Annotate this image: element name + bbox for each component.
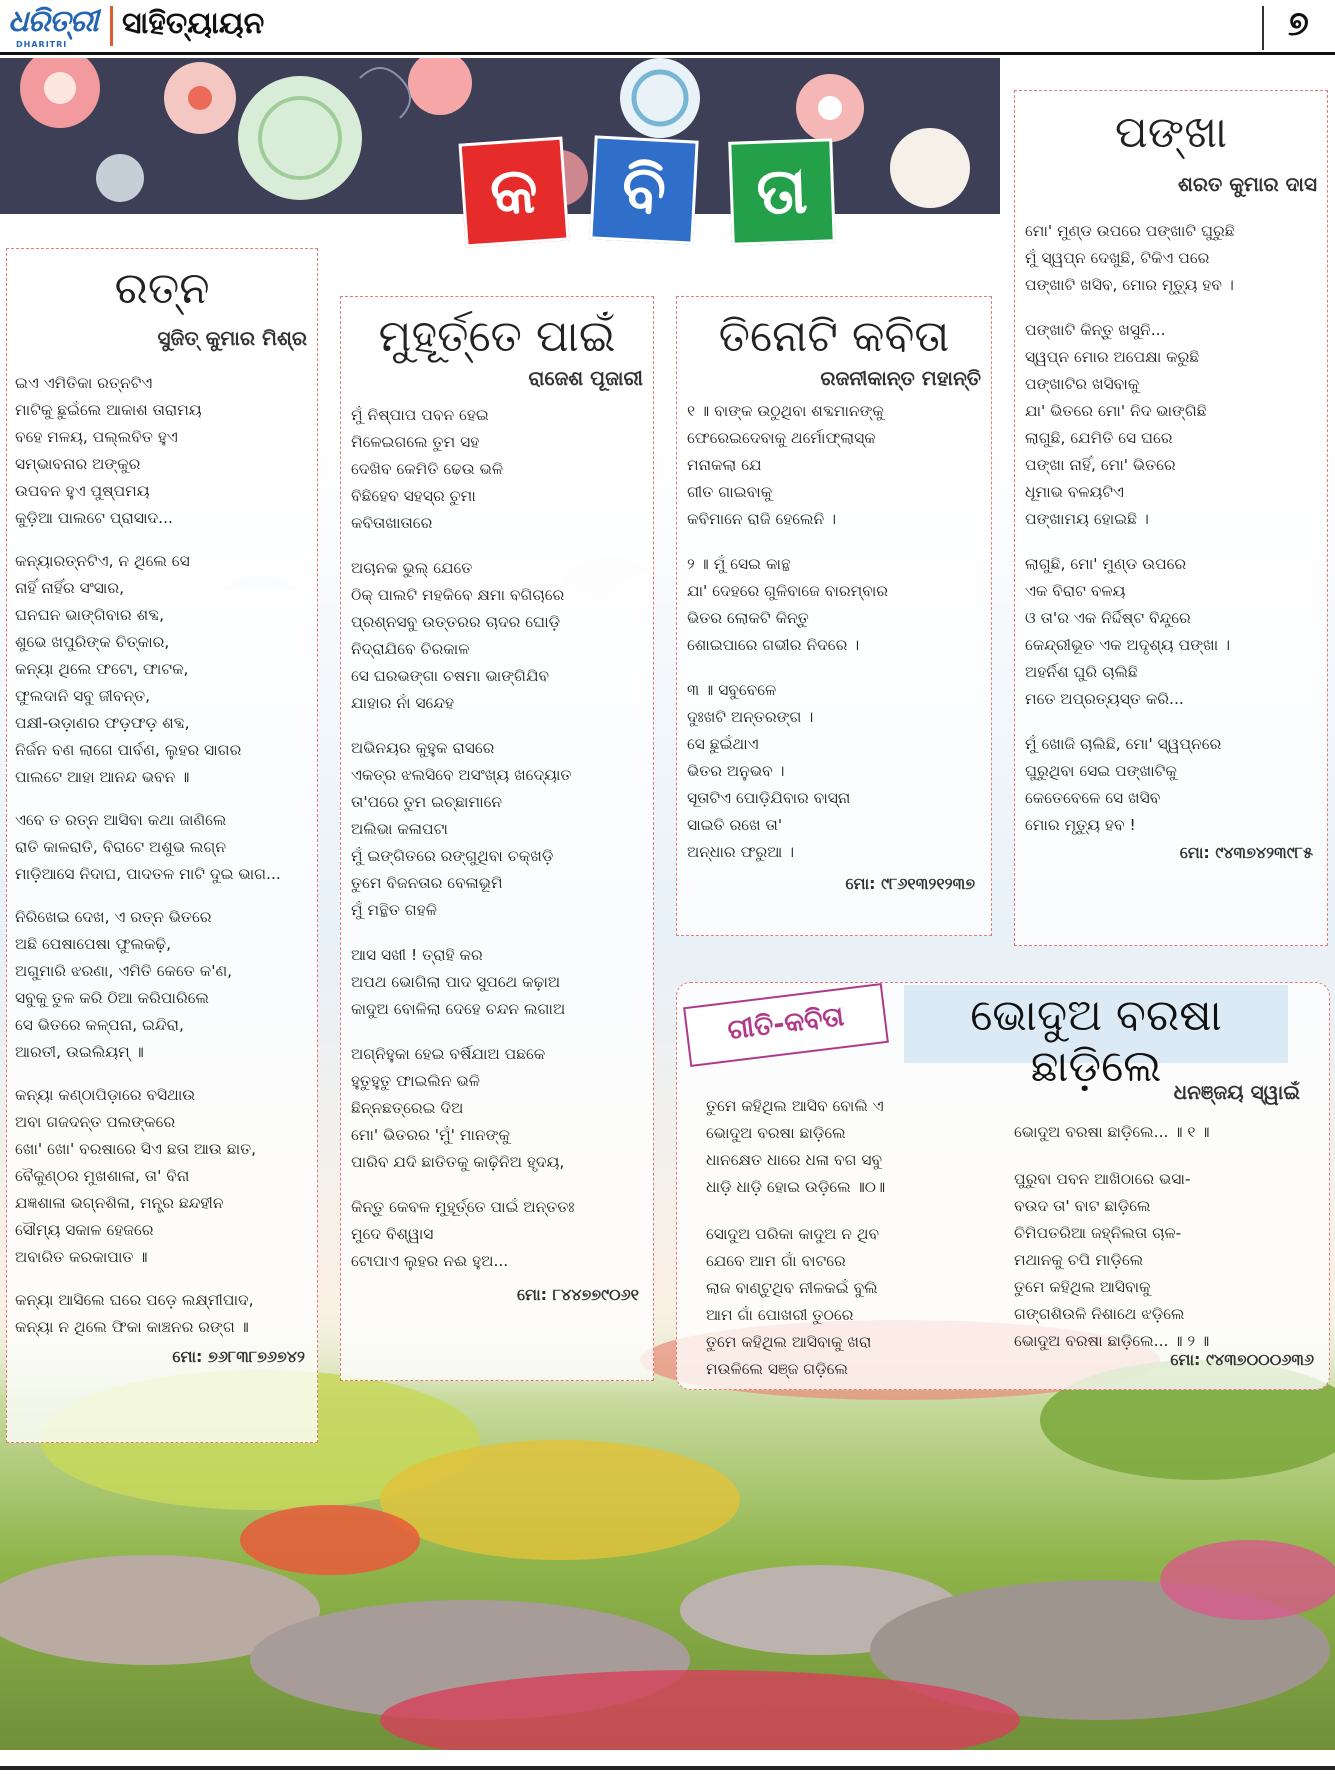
- geeti-left-column: [706, 1093, 1006, 1383]
- poem-author: ରଜନୀକାନ୍ତ ମହାନ୍ତି: [820, 366, 981, 390]
- footer-rule: [0, 1766, 1335, 1770]
- poem-title: ତିନୋଟି କବିତା: [718, 311, 950, 362]
- poem-stanza: କନ୍ୟା କଣ୍ଠାପିଡ଼ାରେ ବସିଥାଉ ଅବା ଗଜଦନ୍ତ ପଲଙ୍କରେ ଖୋ' ଖୋ' ବରଷାରେ ସିଏ ଛତା ଆଉ ଛାତ, ବୈକୁଣ୍ଠର ମୁଖଶାଳା, ତା' ବିନା ଯଜ୍ଞଶାଳା ଭଗ୍ନଶିଳା, ମନ୍ତ୍ର ଛନ୍ଦହୀନ ସୌମ୍ୟ ସକାଳ ହେଜରେ ଅବାରିତ କରକାପାତ ॥: [15, 1086, 257, 1266]
- poem-author: ସୁଜିତ୍ କୁମାର ମିଶ୍ର: [157, 326, 307, 350]
- poem-author: ଧନଞ୍ଜୟ ସ୍ୱାଇଁ: [1173, 1080, 1300, 1104]
- newspaper-logo: ଧରିତ୍ରୀ: [8, 4, 98, 39]
- poem-box-ratna: [6, 248, 318, 1443]
- poem-stanza: କିନ୍ତୁ କେବଳ ମୁହୂର୍ତ୍ତେ ପାଇଁ ଅନ୍ତତଃ ମୁଦେ ବିଶ୍ୱାସ ଟୋପାଏ ଲୁହର ନଈ ହୁଅ...: [351, 1198, 575, 1270]
- geeti-right-column: [1014, 1119, 1314, 1355]
- poem-stanza: ପଙ୍ଖାଟି କିନ୍ତୁ ଖସୁନି... ସ୍ୱପ୍ନ ମୋର ଅପେକ୍ଷା କରୁଛି ପଙ୍ଖାଟିର ଖସିବାକୁ ଯା' ଭିତରେ ମୋ' ନିଦ ଭାଙ୍ଗିଛି ଲାଗୁଛି, ଯେମିତି ସେ ଘରେ ପଙ୍ଖା ନାହିଁ, ମୋ' ଭିତରେ ଧୂମାଭ ବଳୟଟିଏ ପଙ୍ଖାମୟ ହୋଇଛି ।: [1025, 321, 1207, 528]
- poem-author: ରାଜେଶ ପୂଜାରୀ: [528, 366, 643, 390]
- poem-title: ରତ୍ନ: [114, 263, 210, 314]
- poem-stanza: ନିରିଖେଇ ଦେଖ, ଏ ରତ୍ନ ଭିତରେ ଅଛି ପେଷାପେଷା ଫୁଲକଢ଼ି, ଅଗୁମାରି ଝରଣା, ଏମିତି କେତେ କ'ଣ, ସବୁକୁ ତୁଳ କରି ଠିଆ କରିପାରିଲେ ସେ ଭିତରେ କଳ୍ପନା, ଇନ୍ଦିରା, ଆରତୀ, ଉଇଲିୟମ୍ ॥: [15, 908, 233, 1061]
- poem-box-muhurte: [340, 296, 654, 1381]
- title-block-ta: ତା: [728, 138, 836, 246]
- poem-stanza: ଇଏ ଏମିତିକା ରତ୍ନଟିଏ ମାଟିକୁ ଛୁଇଁଲେ ଆକାଶ ତାରାମୟ ବହେ ମଳୟ, ପଲ୍ଲବିତ ହୁଏ ସମ୍ଭାବନାର ଅଙ୍କୁର ଉପବନ ହୁଏ ପୁଷ୍ପମୟ କୁଡ଼ିଆ ପାଲଟେ ପ୍ରାସାଦ...: [15, 374, 202, 527]
- poem-stanza: ମୁଁ ନିଷ୍ପାପ ପବନ ହେଇ ମିଳେଇଗଲେ ତୁମ ସହ ଦେଖିବ କେମିତି ଢେଉ ଭଳି ବିଛିହେବ ସହସ୍ର ଚୁମା କବିତାଖାତାରେ: [351, 406, 504, 532]
- geeti-kabita-badge: ଗୀତି-କବିତା: [683, 983, 889, 1067]
- poem-stanza: ଅଗ୍ନିହୁକା ହେଇ ବର୍ଷିଯାଅ ପଛକେ ହୁତୁହୁତୁ ଫାଇଲିନ ଭଳି ଛିନ୍ନଛତ୍ରେଇ ଦିଅ ମୋ' ଭିତରର 'ମୁଁ' ମାନଙ୍କୁ ପାରିବ ଯଦି ଛାତିତକୁ କାଢ଼ିନିଅ ହୃଦୟ,: [351, 1045, 565, 1171]
- newspaper-logo-sub: DHARITRI: [16, 40, 68, 49]
- poem-stanza: ଭୋଦୁଅ ବରଷା ଛାଡ଼ିଲେ... ॥ ୧ ॥: [1014, 1123, 1210, 1141]
- author-phone: ମୋ: ୯୮୬୧୩୨୧୨୩୭: [845, 874, 975, 893]
- section-name: ସାହିତ୍ୟାୟନ: [122, 6, 265, 41]
- poem-title: ମୁହୂର୍ତ୍ତେ ପାଇଁ: [378, 311, 616, 362]
- poem-stanza: ତୁମେ କହିଥିଲ ଆସିବ ବୋଲି ଏ ଭୋଦୁଅ ବରଷା ଛାଡ଼ିଲେ ଧାନକ୍ଷେତ ଧାରେ ଧଳା ବଗ ସବୁ ଧାଡ଼ି ଧାଡ଼ି ହୋଇ ଉଡ଼ିଲେ ॥୦॥: [706, 1097, 886, 1196]
- author-phone: ମୋ: ୯୪୩୭୪୨୩୯୮୫: [1179, 843, 1313, 862]
- poem-stanza: ମୋ' ମୁଣ୍ଡ ଉପରେ ପଙ୍ଖାଟି ଘୁରୁଛି ମୁଁ ସ୍ୱପ୍ନ ଦେଖୁଛି, ଟିକିଏ ପରେ ପଙ୍ଖାଟି ଖସିବ, ମୋର ମୃତ୍ୟୁ ହବ ।: [1025, 222, 1235, 294]
- poem-stanza: ଲାଗୁଛି, ମୋ' ମୁଣ୍ଡ ଉପରେ ଏକ ବିରାଟ ବଳୟ ଓ ତା'ର ଏକ ନିର୍ଦ୍ଦିଷ୍ଟ ବିନ୍ଦୁରେ କେନ୍ଦ୍ରୀଭୂତ ଏକ ଅଦୃଶ୍ୟ ପଙ୍ଖା । ଅହର୍ନିଶ ଘୁରି ଚାଲିଛି ମତେ ଅପ୍ରତ୍ୟସ୍ତ କରି...: [1025, 555, 1231, 708]
- poem-author: ଶରତ କୁମାର ଦାସ: [1177, 172, 1317, 196]
- title-block-ka: କ: [458, 136, 569, 247]
- header-rule: [0, 52, 1335, 55]
- author-phone: ମୋ: ୯୪୩୭୦୦୦୬୩୬: [1170, 1350, 1314, 1369]
- poem-stanza: ୩ ॥ ସବୁବେଳେ ଦୁଃଖଟି ଅନ୍ତରଙ୍ଗ । ସେ ଛୁଇଁଥାଏ ଭିତର ଅନୁଭବ । ସୂତାଟିଏ ପୋଡ଼ିଯିବାର ବାସ୍ନା ସାଇତି ରଖେ ତା' ଅନ୍ଧାର ଫରୁଆ ।: [687, 681, 851, 861]
- author-phone: ମୋ: ୮୪୪୭୭୯୦୬୧: [517, 1285, 639, 1304]
- title-block-bi: ବି: [589, 135, 698, 244]
- poem-title: ଭୋଦୁଅ ବରଷା ଛାଡ଼ିଲେ: [970, 990, 1222, 1092]
- poem-box-tinoti: [676, 296, 992, 936]
- poem-stanza: ୧ ॥ ବାଙ୍କ ଉଠୁଥିବା ଶବ୍ଦମାନଙ୍କୁ ଫେରେଇଦେବାକୁ ଥର୍ମୋଫ୍ଲାସ୍କ ମନାକଲା ଯେ ଗୀତ ଗାଇବାକୁ କବିମାନେ ରାଜି ହେଲେନି ।: [687, 402, 884, 528]
- poem-stanza: ସୋଦୁଅ ପରିକା କାଦୁଅ ନ ଥିବ ଯେବେ ଆମ ଗାଁ ବାଟରେ ଲାଜ ବାଣ୍ଟୁଥିବ ନୀଳକଇଁ ବୁଲି ଆମ ଗାଁ ପୋଖରୀ ତୁଠରେ ତୁମେ କହିଥିଲ ଆସିବାକୁ ଖରା ମଉଳିଲେ ସଞ୍ଜ ଗଡ଼ିଲେ: [706, 1225, 880, 1378]
- poem-stanza: ୨ ॥ ମୁଁ ସେଇ କାନ୍ଥ ଯା' ଦେହରେ ଗୁଳିବାଜେ ବାରମ୍ବାର ଭିତର ଲୋକଟି କିନ୍ତୁ ଶୋଇପାରେ ଗଭୀର ନିଦରେ ।: [687, 555, 889, 654]
- poem-stanza: ପୁରୁବା ପବନ ଆଖିଠାରେ ଭସା- ବଉଦ ତା' ବାଟ ଛାଡ଼ିଲେ ଚିମିପତରିଆ ଜହ୍ନିଲତା ଚାଳ- ମଥାନକୁ ଚପି ମାଡ଼ିଲେ ତୁମେ କହିଥିଲ ଆସିବାକୁ ଗଙ୍ଗଶିଉଳି ନିଶାଥେ ଝଡ଼ିଲେ ଭୋଦୁଅ ବରଷା ଛାଡ଼ିଲେ... ॥ ୨ ॥: [1014, 1170, 1210, 1350]
- header-divider: [110, 6, 113, 46]
- poem-title: ପଙ୍ଖା: [1114, 107, 1228, 158]
- poem-stanza: କନ୍ୟା ଆସିଲେ ଘରେ ପଡ଼େ ଲକ୍ଷ୍ମୀପାଦ, କନ୍ୟା ନ ଥିଲେ ଫିକା କାଞ୍ଚନର ରଙ୍ଗ ॥: [15, 1291, 254, 1336]
- author-phone: ମୋ: ୭୬୮୩୮୭୬୭୪୨: [172, 1347, 305, 1366]
- poem-stanza: ଅଭିନୟର କୁହୁକ ରାସରେ ଏକତ୍ର ଝଲସିବେ ଅସଂଖ୍ୟ ଖଦ୍ୟୋତ ତା'ପରେ ତୁମ ଇଚ୍ଛାମାନେ ଅଲିଭା କଳାପଟା ମୁଁ ଇଙ୍ଗିତରେ ରଙ୍ଗୁଥିବା ଚକ୍‌ଖଡ଼ି ତୁମେ ବିଜନତାର ବେଳାଭୂମି ମୁଁ ମନ୍ଥିତ ଗହଳି: [351, 739, 572, 919]
- page-number: ୭: [1288, 4, 1309, 44]
- poem-stanza: ଅଚାନକ ଭୁଲ୍ ଯେତେ ଠିକ୍ ପାଲଟି ମହକିବେ କ୍ଷମା ବଗିଚାରେ ପ୍ରଶ୍ନସବୁ ଉତ୍ତରର ଚାଦର ଘୋଡ଼ି ନିଦ୍ରାଯିବେ ଚିରକାଳ ସେ ଘରଭଙ୍ଗା ଚଷମା ଭାଙ୍ଗିଯିବ ଯାହାର ନାଁ ସନ୍ଦେହ: [351, 559, 565, 712]
- poem-stanza: ମୁଁ ଖୋଜି ଚାଲିଛି, ମୋ' ସ୍ୱପ୍ନରେ ଘୁରୁଥିବା ସେଇ ପଙ୍ଖାଟିକୁ କେତେବେଳେ ସେ ଖସିବ ମୋର ମୃତ୍ୟୁ ହବ !: [1025, 735, 1222, 834]
- poem-box-pankha: [1014, 90, 1328, 946]
- poem-stanza: ଏବେ ତ ରତ୍ନ ଆସିବା କଥା ଜାଣିଲେ ରାତି କାଳରାତି, ବିରାଟେ ଅଶୁଭ ଲଗ୍ନ ମାଡ଼ିଆସେ ନିଦାଘ, ପାଦତଳ ମାଟି ଦୁଇ ଭାଗ...: [15, 811, 281, 883]
- poem-stanza: କନ୍ୟାରତ୍ନଟିଏ, ନ ଥିଲେ ସେ ନାହିଁ ନାହିଁର ସଂସାର, ଘନଘନ ଭାଙ୍ଗିବାର ଶବ୍ଦ, ଶୁଭେ ଖପୁରିଙ୍କ ଚିତ୍କାର, କନ୍ୟା ଥିଲେ ଫଟୋ, ଫାଟକ, ଫୁଲଦାନି ସବୁ ଜୀବନ୍ତ, ପକ୍ଷୀ-ଉଡ଼ାଣର ଫଡ଼ଫଡ଼ ଶବ୍ଦ, ନିର୍ଜନ ବଣ ଲାଗେ ପାର୍ବଣ, ଲୁହର ସାଗର ପାଲଟେ ଆହା ଆନନ୍ଦ ଭବନ ॥: [15, 552, 242, 786]
- poem-stanza: ଆସ ସଖୀ ! ତ୍ରାହି କର ଅପଥ ଭୋଗିଲା ପାଦ ସୁପଥେ କଢ଼ାଅ କାଦୁଅ ବୋଳିଲା ଦେହେ ଚନ୍ଦନ ଲଗାଅ: [351, 946, 566, 1018]
